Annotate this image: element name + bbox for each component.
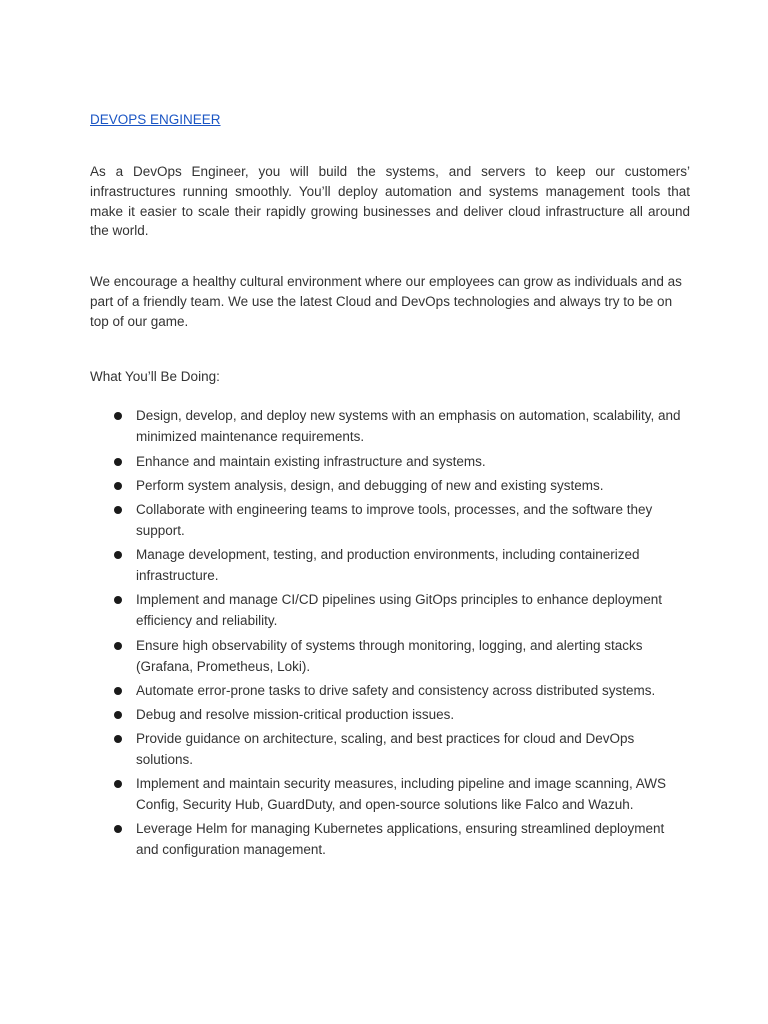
bullet-dot-icon <box>114 412 122 420</box>
list-item <box>90 635 690 677</box>
list-item-text: Provide guidance on architecture, scaling, and best practices for cloud and DevOps solutions. <box>136 731 635 768</box>
list-item-text: Collaborate with engineering teams to improve tools, processes, and the software they support. <box>136 501 653 538</box>
list-item <box>90 589 690 631</box>
bullet-dot-icon <box>114 711 122 719</box>
list-item-text: Implement and manage CI/CD pipelines using GitOps principles to enhance deployment efficiency and reliability. <box>136 592 663 629</box>
bullet-dot-icon <box>114 642 122 650</box>
list-item <box>90 680 690 701</box>
bullet-dot-icon <box>114 506 122 514</box>
list-item <box>90 704 690 725</box>
list-item-text: Automate error-prone tasks to drive safety and consistency across distributed systems. <box>136 682 656 698</box>
list-item-text: Manage development, testing, and production environments, including containerized infrastructure. <box>136 547 640 584</box>
bullet-dot-icon <box>114 825 122 833</box>
bullet-dot-icon <box>114 482 122 490</box>
list-item <box>90 475 690 496</box>
culture-paragraph: We encourage a healthy cultural environment where our employees can grow as individuals and as part of a friendly team. We use the latest Cloud and DevOps technologies and always try to be on top of our game. <box>90 274 682 329</box>
document-page <box>90 111 690 864</box>
list-item <box>90 773 690 815</box>
list-item <box>90 818 690 860</box>
bullet-dot-icon <box>114 458 122 466</box>
list-item-text: Perform system analysis, design, and debugging of new and existing systems. <box>136 477 604 493</box>
list-item <box>90 499 690 541</box>
bullet-dot-icon <box>114 687 122 695</box>
bullet-dot-icon <box>114 780 122 788</box>
list-item-text: Design, develop, and deploy new systems with an emphasis on automation, scalability, and minimized maintenance requirements. <box>136 408 681 445</box>
list-item <box>90 451 690 472</box>
bullet-dot-icon <box>114 551 122 559</box>
list-item-text: Leverage Helm for managing Kubernetes applications, ensuring streamlined deployment and configuration management. <box>136 821 665 858</box>
list-item <box>90 544 690 586</box>
list-item-text: Ensure high observability of systems through monitoring, logging, and alerting stacks (Grafana, Prometheus, Loki). <box>136 637 643 674</box>
job-title-link[interactable]: DEVOPS ENGINEER <box>90 112 221 127</box>
list-item <box>90 405 690 447</box>
section-heading: What You’ll Be Doing: <box>90 368 220 384</box>
intro-paragraph: As a DevOps Engineer, you will build the systems, and servers to keep our customers’ infrastructures running smoothly. You’ll deploy automation and systems management tools that make it easier to scale their rapidly growing businesses and deliver cloud infrastructure all around the world. <box>90 164 690 239</box>
bullet-dot-icon <box>114 735 122 743</box>
bullet-dot-icon <box>114 596 122 604</box>
responsibilities-list <box>90 405 690 860</box>
list-item-text: Implement and maintain security measures, including pipeline and image scanning, AWS Config, Security Hub, GuardDuty, and open-source solutions like Falco and Wazuh. <box>136 776 667 813</box>
list-item-text: Enhance and maintain existing infrastructure and systems. <box>136 453 486 469</box>
list-item-text: Debug and resolve mission-critical production issues. <box>136 706 455 722</box>
list-item <box>90 728 690 770</box>
